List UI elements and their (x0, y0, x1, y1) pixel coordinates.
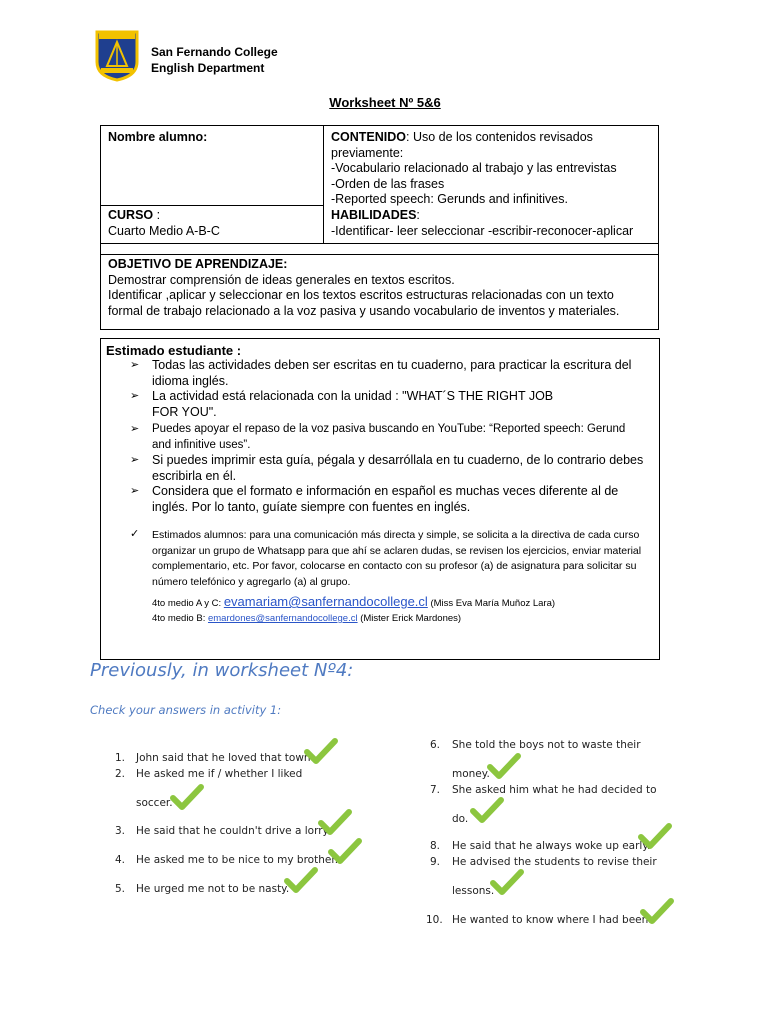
school-name: San Fernando College (151, 45, 278, 59)
table-col-divider (323, 125, 324, 243)
contact-line-2 (152, 611, 461, 627)
bullet-item (152, 453, 672, 484)
answer-number: 5. (115, 883, 126, 895)
school-header (151, 44, 278, 76)
checkmark-bullet-icon: ✓ (130, 528, 140, 540)
answer-text: She asked him what he had decided to (452, 784, 657, 796)
note-line: número telefónico y agregarlo (a) al grupo. (152, 575, 351, 588)
bullet-line: FOR YOU". (152, 404, 217, 419)
checkmark-icon (304, 737, 338, 765)
worksheet-title: Worksheet Nº 5&6 (329, 95, 441, 110)
contact-name: (Mister Erick Mardones) (357, 613, 462, 624)
answer-number: 3. (115, 825, 126, 837)
habilidades-label: HABILIDADES (331, 207, 417, 222)
answer-text: money. (452, 768, 490, 780)
email-link-eva[interactable]: evamariam@sanfernandocollege.cl (223, 594, 428, 609)
curso-cell (108, 208, 220, 239)
note-line: Estimados alumnos: para una comunicación más directa y simple, se solicita a la directiva de cada curso (152, 529, 640, 541)
bullet-item (152, 389, 672, 420)
checkmark-icon (170, 783, 204, 811)
contenido-line: previamente: (331, 145, 404, 160)
answer-text: He asked me if / whether I liked (136, 768, 303, 780)
answer-text: do. (452, 813, 469, 825)
answer-text: He asked me to be nice to my brother. (136, 854, 339, 866)
answer-text: soccer. (136, 797, 173, 809)
bullet-line: Puedes apoyar el repaso de la voz pasiva buscando en YouTube: “Reported speech: Gerund (152, 423, 626, 435)
checkmark-icon (640, 897, 674, 925)
objetivo-line: Demostrar comprensión de ideas generales en textos escritos. (108, 272, 455, 287)
checkmark-icon (638, 822, 672, 850)
checkmark-icon (487, 752, 521, 780)
objetivo-line: formal de trabajo relacionado a la voz pasiva y usando vocabulario de inventos y materiales. (108, 303, 620, 318)
estimado-heading: Estimado estudiante : (106, 343, 242, 358)
checkmark-icon (284, 866, 318, 894)
checkmark-icon (490, 868, 524, 896)
answer-number: 7. (430, 784, 441, 796)
contenido-text: : Uso de los contenidos revisados (406, 130, 593, 144)
habilidades-colon: : (416, 207, 420, 222)
answer-text: He said that he always woke up early. (452, 840, 651, 852)
answer-text: He said that he couldn't drive a lorry. (136, 825, 331, 837)
answer-text: She told the boys not to waste their (452, 739, 641, 751)
arrow-bullet-icon: ➢ (130, 454, 140, 466)
bullet-line: idioma inglés. (152, 373, 229, 388)
bullet-line: Si puedes imprimir esta guía, pégala y desarróllala en tu cuaderno, de lo contrario debes (152, 453, 644, 467)
contenido-cell (331, 130, 653, 239)
answer-number: 9. (430, 856, 441, 868)
curso-colon: : (153, 208, 161, 222)
bullet-item (152, 484, 672, 515)
bullet-item (152, 422, 672, 453)
contact-prefix: 4to medio B: (152, 613, 208, 624)
answer-number: 2. (115, 768, 126, 780)
school-logo (93, 28, 141, 82)
nombre-label: Nombre alumno: (108, 130, 208, 144)
arrow-bullet-icon: ➢ (130, 423, 140, 435)
bullet-line: Todas las actividades deben ser escritas en tu cuaderno, para practicar la escritura del (152, 358, 632, 372)
contenido-line: -Vocabulario relacionado al trabajo y las entrevistas (331, 161, 617, 176)
bullet-list (0, 358, 770, 518)
bullet-line: La actividad está relacionada con la unidad : "WHAT´S THE RIGHT JOB (152, 389, 554, 403)
objetivo-label: OBJETIVO DE APRENDIZAJE: (108, 257, 288, 271)
check-answers-heading: Check your answers in activity 1: (90, 703, 282, 717)
table-row-divider-1 (100, 205, 324, 206)
checkmark-icon (318, 808, 352, 836)
email-link-erick[interactable]: emardones@sanfernandocollege.cl (207, 613, 358, 624)
table-row-divider-2 (100, 243, 658, 244)
answer-text: He advised the students to revise their (452, 856, 657, 868)
contact-line-1 (152, 594, 555, 612)
checkmark-icon (470, 796, 504, 824)
objetivo-cell (108, 257, 653, 319)
answer-number: 10. (426, 914, 443, 926)
contact-prefix: 4to medio A y C: (152, 598, 224, 609)
checkmark-icon (328, 837, 362, 865)
answer-number: 4. (115, 854, 126, 866)
contenido-line: -Orden de las frases (331, 176, 445, 191)
department-name: English Department (151, 61, 265, 75)
note-line: organizar un grupo de Whatsapp para que ahí se aclaren dudas, se revisen los ejercicios, enviar material (152, 544, 642, 557)
contact-name: (Miss Eva María Muñoz Lara) (427, 598, 556, 609)
curso-label: CURSO (108, 208, 154, 222)
note-line: complementario, etc. Por favor, colocarse en contacto con su profesor (a) de asignatura para solicitar su (152, 560, 637, 572)
contenido-line: -Reported speech: Gerunds and infinitives. (331, 192, 568, 207)
arrow-bullet-icon: ➢ (130, 390, 140, 402)
table-row-divider-3 (100, 254, 658, 255)
curso-value: Cuarto Medio A-B-C (108, 223, 220, 238)
answer-number: 8. (430, 840, 441, 852)
answer-text: He urged me not to be nasty. (136, 883, 290, 895)
answer-number: 6. (430, 739, 441, 751)
answer-number: 1. (115, 752, 126, 764)
bullet-line: Considera que el formato e información en español es muchas veces diferente al de (152, 484, 619, 498)
bullet-line: and infinitive uses”. (152, 438, 251, 451)
bullet-line: inglés. Por lo tanto, guíate siempre con fuentes en inglés. (152, 499, 471, 514)
habilidades-value: -Identificar- leer seleccionar -escribir-reconocer-aplicar (331, 223, 634, 238)
answer-text: He wanted to know where I had been. (452, 914, 652, 926)
whatsapp-note (152, 528, 662, 590)
arrow-bullet-icon: ➢ (130, 359, 140, 371)
arrow-bullet-icon: ➢ (130, 485, 140, 497)
bullet-line: escribirla en él. (152, 468, 237, 483)
objetivo-line: Identificar ,aplicar y seleccionar en los textos escritos estructuras relacionadas con un texto (108, 288, 614, 303)
previously-heading: Previously, in worksheet Nº4: (90, 660, 354, 681)
answer-text: lessons. (452, 885, 495, 897)
contenido-label: CONTENIDO (331, 130, 406, 144)
answer-text: John said that he loved that town. (136, 752, 314, 764)
bullet-item (152, 358, 672, 389)
